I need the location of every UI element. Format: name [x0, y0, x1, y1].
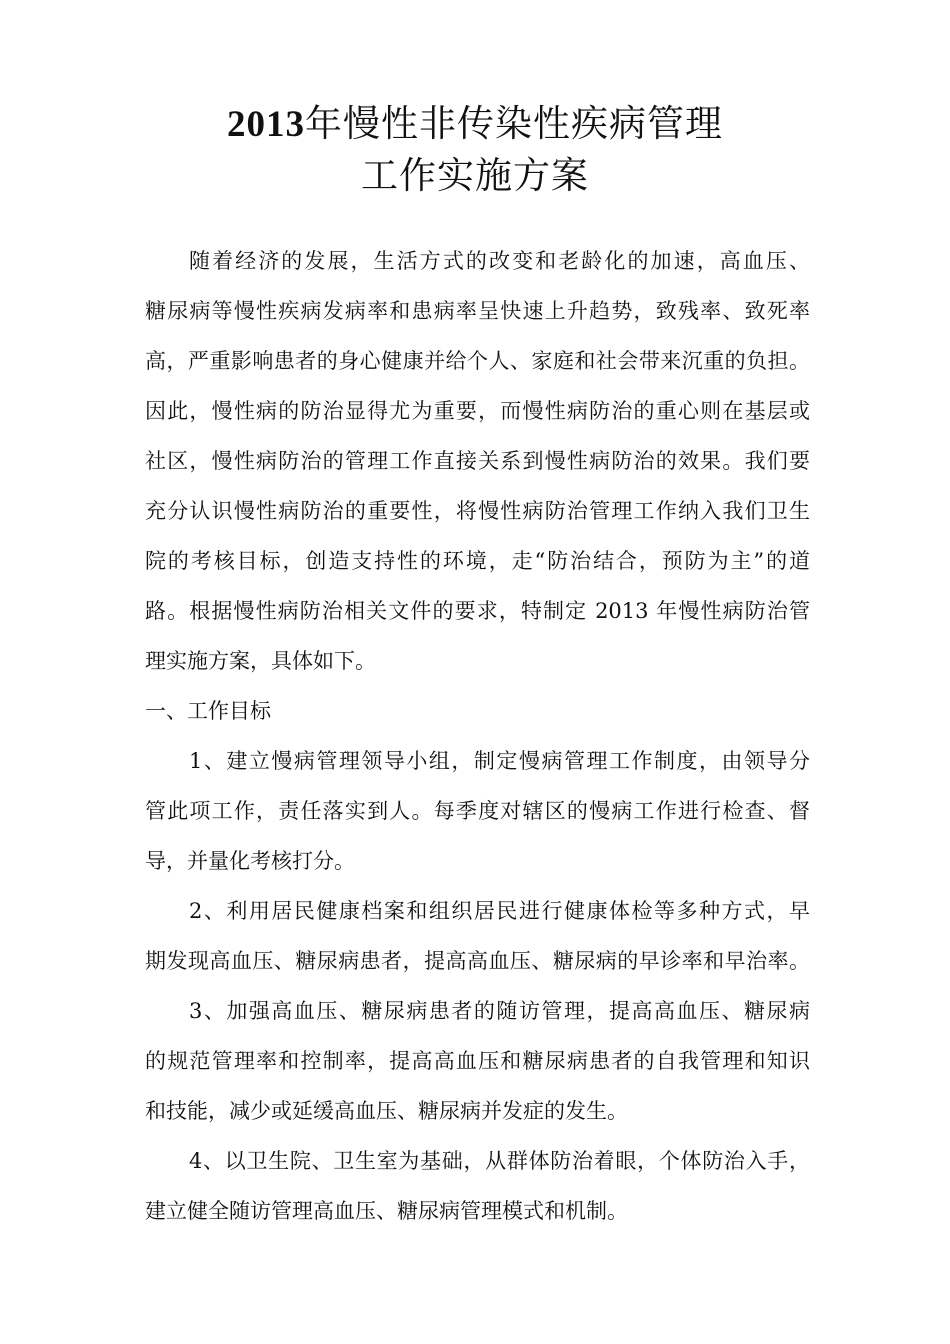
section-heading: 一、工作目标 [145, 699, 271, 723]
goal-item-2-line: 2、利用居民健康档案和组织居民进行健康体检等多种方式，早 [189, 899, 810, 923]
goal-item-1-line: 导，并量化考核打分。 [145, 849, 355, 873]
intro-paragraph-line: 糖尿病等慢性疾病发病率和患病率呈快速上升趋势，致残率、致死率 [145, 299, 810, 323]
title-text: 年慢性非传染性疾病管理 [305, 102, 723, 145]
intro-paragraph-line: 社区，慢性病防治的管理工作直接关系到慢性病防治的效果。我们要 [145, 449, 810, 473]
goal-item-1-line: 1、建立慢病管理领导小组，制定慢病管理工作制度，由领导分 [189, 749, 810, 773]
goal-item-2-line: 期发现高血压、糖尿病患者，提高高血压、糖尿病的早诊率和早治率。 [145, 949, 810, 973]
intro-paragraph-line: 随着经济的发展，生活方式的改变和老龄化的加速，高血压、 [189, 249, 810, 273]
intro-paragraph-line: 高，严重影响患者的身心健康并给个人、家庭和社会带来沉重的负担。 [145, 349, 810, 373]
goal-item-3-line: 和技能，减少或延缓高血压、糖尿病并发症的发生。 [145, 1099, 628, 1123]
intro-paragraph-line: 理实施方案，具体如下。 [145, 649, 376, 673]
intro-paragraph-line: 因此，慢性病的防治显得尤为重要，而慢性病防治的重心则在基层或 [145, 399, 810, 423]
document-title-line-2: 工作实施方案 [361, 154, 589, 197]
goal-item-3-line: 的规范管理率和控制率，提高高血压和糖尿病患者的自我管理和知识 [145, 1049, 810, 1073]
goal-item-4-line: 4、以卫生院、卫生室为基础，从群体防治着眼，个体防治入手， [189, 1149, 810, 1173]
goal-item-1-line: 管此项工作，责任落实到人。每季度对辖区的慢病工作进行检查、督 [145, 799, 810, 823]
title-year: 2013 [227, 104, 305, 145]
intro-paragraph-line: 路。根据慢性病防治相关文件的要求，特制定 2013 年慢性病防治管 [145, 599, 810, 623]
document-title-line-1 [0, 102, 950, 147]
intro-paragraph-line: 充分认识慢性病防治的重要性，将慢性病防治管理工作纳入我们卫生 [145, 499, 810, 523]
intro-paragraph-line: 院的考核目标，创造支持性的环境，走“防治结合，预防为主”的道 [145, 549, 810, 573]
goal-item-4-line: 建立健全随访管理高血压、糖尿病管理模式和机制。 [145, 1199, 628, 1223]
goal-item-3-line: 3、加强高血压、糖尿病患者的随访管理，提高高血压、糖尿病 [189, 999, 810, 1023]
